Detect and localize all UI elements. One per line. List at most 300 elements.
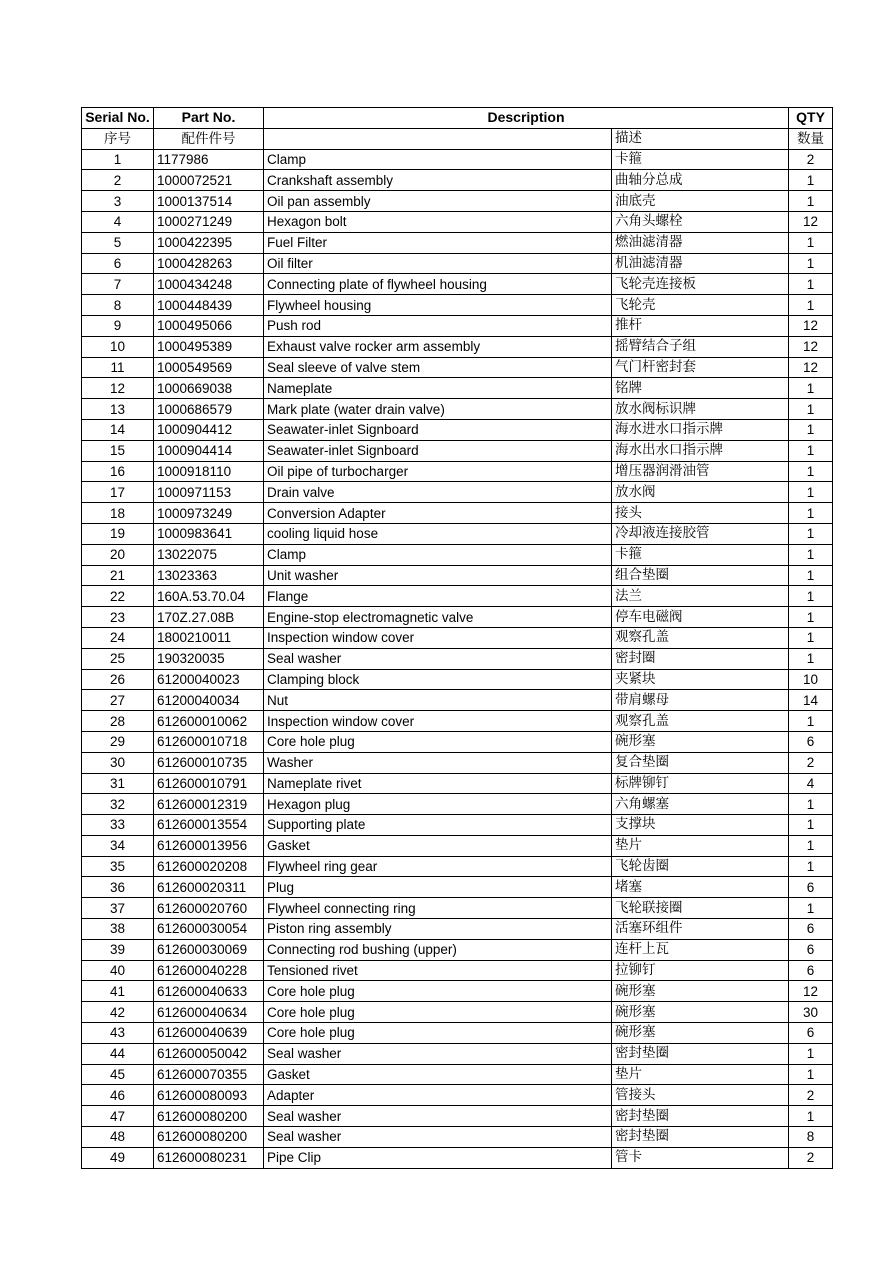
serial-cell: 1 xyxy=(82,149,154,170)
part-number-cell: 1000971153 xyxy=(154,482,264,503)
part-number-cell: 61200040034 xyxy=(154,690,264,711)
serial-cell: 37 xyxy=(82,898,154,919)
qty-cell: 1 xyxy=(789,815,833,836)
qty-cell: 1 xyxy=(789,253,833,274)
qty-cell: 1 xyxy=(789,607,833,628)
table-row xyxy=(82,482,833,503)
qty-cell: 1 xyxy=(789,399,833,420)
description-en-cell: Seal washer xyxy=(264,1043,612,1064)
part-number-cell: 612600010718 xyxy=(154,731,264,752)
serial-cell: 33 xyxy=(82,815,154,836)
qty-cell: 2 xyxy=(789,149,833,170)
table-row xyxy=(82,877,833,898)
description-zh-cell: 连杆上瓦 xyxy=(612,939,789,960)
description-en-cell: Adapter xyxy=(264,1085,612,1106)
table-row xyxy=(82,253,833,274)
description-en-cell: Seal sleeve of valve stem xyxy=(264,357,612,378)
description-zh-cell: 海水进水口指示牌 xyxy=(612,419,789,440)
description-en-cell: Conversion Adapter xyxy=(264,503,612,524)
qty-cell: 6 xyxy=(789,939,833,960)
qty-cell: 6 xyxy=(789,960,833,981)
table-row xyxy=(82,1064,833,1085)
serial-cell: 27 xyxy=(82,690,154,711)
description-en-cell: Core hole plug xyxy=(264,981,612,1002)
serial-cell: 46 xyxy=(82,1085,154,1106)
table-row xyxy=(82,607,833,628)
description-zh-cell: 摇臂结合子组 xyxy=(612,336,789,357)
qty-cell: 1 xyxy=(789,461,833,482)
description-zh-cell: 推杆 xyxy=(612,315,789,336)
description-en-cell: Mark plate (water drain valve) xyxy=(264,399,612,420)
serial-cell: 8 xyxy=(82,295,154,316)
table-row xyxy=(82,211,833,232)
description-en-cell: Connecting plate of flywheel housing xyxy=(264,274,612,295)
part-number-cell: 1000669038 xyxy=(154,378,264,399)
part-number-cell: 612600080200 xyxy=(154,1127,264,1148)
description-zh-cell: 密封圈 xyxy=(612,648,789,669)
qty-cell: 2 xyxy=(789,1085,833,1106)
serial-cell: 43 xyxy=(82,1023,154,1044)
qty-cell: 12 xyxy=(789,315,833,336)
description-zh-cell: 密封垫圈 xyxy=(612,1106,789,1127)
table-row xyxy=(82,544,833,565)
table-row xyxy=(82,1085,833,1106)
serial-cell: 5 xyxy=(82,232,154,253)
description-zh-cell: 接头 xyxy=(612,503,789,524)
qty-cell: 1 xyxy=(789,898,833,919)
description-en-cell: Clamping block xyxy=(264,669,612,690)
description-header-zh: 描述 xyxy=(612,128,789,149)
qty-cell: 1 xyxy=(789,170,833,191)
description-zh-cell: 飞轮壳连接板 xyxy=(612,274,789,295)
part-number-cell: 1177986 xyxy=(154,149,264,170)
qty-cell: 1 xyxy=(789,419,833,440)
table-row xyxy=(82,835,833,856)
part-number-cell: 61200040023 xyxy=(154,669,264,690)
description-zh-cell: 碗形塞 xyxy=(612,981,789,1002)
qty-cell: 2 xyxy=(789,752,833,773)
description-zh-cell: 六角螺塞 xyxy=(612,794,789,815)
description-en-cell: Clamp xyxy=(264,544,612,565)
table-row xyxy=(82,503,833,524)
description-en-cell: Seal washer xyxy=(264,648,612,669)
table-row xyxy=(82,586,833,607)
part-number-cell: 1000428263 xyxy=(154,253,264,274)
description-zh-cell: 密封垫圈 xyxy=(612,1043,789,1064)
table-row xyxy=(82,939,833,960)
serial-cell: 20 xyxy=(82,544,154,565)
qty-cell: 1 xyxy=(789,648,833,669)
part-number-cell: 1000422395 xyxy=(154,232,264,253)
table-row xyxy=(82,690,833,711)
qty-cell: 1 xyxy=(789,627,833,648)
part-number-cell: 1000495066 xyxy=(154,315,264,336)
description-en-cell: Tensioned rivet xyxy=(264,960,612,981)
qty-cell: 12 xyxy=(789,981,833,1002)
part-number-cell: 160A.53.70.04 xyxy=(154,586,264,607)
description-zh-cell: 垫片 xyxy=(612,835,789,856)
part-number-cell: 170Z.27.08B xyxy=(154,607,264,628)
serial-cell: 9 xyxy=(82,315,154,336)
description-zh-cell: 观察孔盖 xyxy=(612,711,789,732)
description-zh-cell: 卡箍 xyxy=(612,149,789,170)
serial-cell: 44 xyxy=(82,1043,154,1064)
table-row xyxy=(82,461,833,482)
part-number-cell: 1000904414 xyxy=(154,440,264,461)
qty-cell: 1 xyxy=(789,586,833,607)
serial-cell: 2 xyxy=(82,170,154,191)
serial-cell: 21 xyxy=(82,565,154,586)
serial-cell: 29 xyxy=(82,731,154,752)
qty-cell: 1 xyxy=(789,544,833,565)
serial-cell: 12 xyxy=(82,378,154,399)
qty-cell: 1 xyxy=(789,440,833,461)
description-zh-cell: 气门杆密封套 xyxy=(612,357,789,378)
qty-cell: 1 xyxy=(789,378,833,399)
serial-cell: 17 xyxy=(82,482,154,503)
qty-cell: 1 xyxy=(789,1106,833,1127)
table-row xyxy=(82,1023,833,1044)
description-zh-cell: 复合垫圈 xyxy=(612,752,789,773)
description-zh-cell: 碗形塞 xyxy=(612,731,789,752)
description-zh-cell: 停车电磁阀 xyxy=(612,607,789,628)
serial-cell: 13 xyxy=(82,399,154,420)
table-row xyxy=(82,960,833,981)
description-en-cell: Gasket xyxy=(264,835,612,856)
part-number-cell: 13022075 xyxy=(154,544,264,565)
part-number-cell: 1800210011 xyxy=(154,627,264,648)
serial-cell: 47 xyxy=(82,1106,154,1127)
description-en-cell: Push rod xyxy=(264,315,612,336)
description-zh-cell: 密封垫圈 xyxy=(612,1127,789,1148)
part-number-cell: 612600020208 xyxy=(154,856,264,877)
description-en-cell: Connecting rod bushing (upper) xyxy=(264,939,612,960)
table-row xyxy=(82,752,833,773)
description-en-cell: Seawater-inlet Signboard xyxy=(264,440,612,461)
table-row xyxy=(82,336,833,357)
description-zh-cell: 油底壳 xyxy=(612,191,789,212)
part-number-cell: 1000137514 xyxy=(154,191,264,212)
description-en-cell: Pipe Clip xyxy=(264,1147,612,1168)
description-en-cell: Piston ring assembly xyxy=(264,919,612,940)
part-number-cell: 612600040634 xyxy=(154,1002,264,1023)
part-number-cell: 612600040633 xyxy=(154,981,264,1002)
qty-cell: 6 xyxy=(789,1023,833,1044)
part-number-cell: 612600050042 xyxy=(154,1043,264,1064)
description-zh-cell: 铭牌 xyxy=(612,378,789,399)
part-number-cell: 1000973249 xyxy=(154,503,264,524)
serial-cell: 23 xyxy=(82,607,154,628)
part-number-cell: 1000904412 xyxy=(154,419,264,440)
description-en-cell: Oil pipe of turbocharger xyxy=(264,461,612,482)
qty-header-zh: 数量 xyxy=(789,128,833,149)
serial-cell: 22 xyxy=(82,586,154,607)
part-number-cell: 612600070355 xyxy=(154,1064,264,1085)
serial-cell: 30 xyxy=(82,752,154,773)
qty-cell: 12 xyxy=(789,357,833,378)
description-zh-cell: 堵塞 xyxy=(612,877,789,898)
table-row xyxy=(82,170,833,191)
qty-cell: 1 xyxy=(789,482,833,503)
part-number-cell: 612600030054 xyxy=(154,919,264,940)
part-number-cell: 612600040228 xyxy=(154,960,264,981)
serial-cell: 41 xyxy=(82,981,154,1002)
table-row xyxy=(82,149,833,170)
part-number-cell: 1000983641 xyxy=(154,523,264,544)
description-zh-cell: 海水出水口指示牌 xyxy=(612,440,789,461)
serial-cell: 32 xyxy=(82,794,154,815)
qty-cell: 12 xyxy=(789,211,833,232)
table-row xyxy=(82,357,833,378)
qty-cell: 1 xyxy=(789,295,833,316)
table-row xyxy=(82,1002,833,1023)
table-row xyxy=(82,440,833,461)
part-number-cell: 612600010062 xyxy=(154,711,264,732)
part-number-cell: 612600013956 xyxy=(154,835,264,856)
description-en-cell: Washer xyxy=(264,752,612,773)
part-number-cell: 1000271249 xyxy=(154,211,264,232)
table-row xyxy=(82,648,833,669)
table-row xyxy=(82,1043,833,1064)
part-header: Part No. xyxy=(154,108,264,129)
description-zh-cell: 飞轮齿圈 xyxy=(612,856,789,877)
description-en-cell: Supporting plate xyxy=(264,815,612,836)
description-zh-cell: 碗形塞 xyxy=(612,1023,789,1044)
table-row xyxy=(82,773,833,794)
part-number-cell: 1000448439 xyxy=(154,295,264,316)
qty-cell: 1 xyxy=(789,1064,833,1085)
part-number-cell: 612600013554 xyxy=(154,815,264,836)
parts-table xyxy=(81,107,833,1169)
description-zh-cell: 活塞环组件 xyxy=(612,919,789,940)
description-en-cell: Engine-stop electromagnetic valve xyxy=(264,607,612,628)
table-row xyxy=(82,669,833,690)
description-zh-cell: 放水阀标识牌 xyxy=(612,399,789,420)
serial-cell: 7 xyxy=(82,274,154,295)
serial-cell: 19 xyxy=(82,523,154,544)
qty-cell: 6 xyxy=(789,877,833,898)
qty-cell: 1 xyxy=(789,835,833,856)
description-zh-cell: 支撑块 xyxy=(612,815,789,836)
serial-cell: 10 xyxy=(82,336,154,357)
description-en-cell: cooling liquid hose xyxy=(264,523,612,544)
description-zh-cell: 冷却液连接胶管 xyxy=(612,523,789,544)
qty-cell: 10 xyxy=(789,669,833,690)
serial-header-zh: 序号 xyxy=(82,128,154,149)
serial-cell: 18 xyxy=(82,503,154,524)
description-zh-cell: 飞轮联接圈 xyxy=(612,898,789,919)
table-row xyxy=(82,627,833,648)
description-zh-cell: 垫片 xyxy=(612,1064,789,1085)
serial-cell: 14 xyxy=(82,419,154,440)
description-zh-cell: 观察孔盖 xyxy=(612,627,789,648)
serial-cell: 16 xyxy=(82,461,154,482)
table-row xyxy=(82,1106,833,1127)
part-number-cell: 612600080231 xyxy=(154,1147,264,1168)
qty-cell: 1 xyxy=(789,856,833,877)
description-en-blank xyxy=(264,128,612,149)
qty-cell: 1 xyxy=(789,794,833,815)
description-header: Description xyxy=(264,108,789,129)
serial-cell: 38 xyxy=(82,919,154,940)
part-number-cell: 612600080093 xyxy=(154,1085,264,1106)
table-row xyxy=(82,815,833,836)
table-row xyxy=(82,191,833,212)
description-zh-cell: 卡箍 xyxy=(612,544,789,565)
description-zh-cell: 夹紧块 xyxy=(612,669,789,690)
description-en-cell: Oil filter xyxy=(264,253,612,274)
description-en-cell: Hexagon bolt xyxy=(264,211,612,232)
part-number-cell: 1000918110 xyxy=(154,461,264,482)
description-en-cell: Unit washer xyxy=(264,565,612,586)
part-number-cell: 190320035 xyxy=(154,648,264,669)
description-en-cell: Flywheel connecting ring xyxy=(264,898,612,919)
qty-cell: 1 xyxy=(789,523,833,544)
table-row xyxy=(82,274,833,295)
part-number-cell: 612600040639 xyxy=(154,1023,264,1044)
serial-header: Serial No. xyxy=(82,108,154,129)
table-row xyxy=(82,378,833,399)
qty-cell: 6 xyxy=(789,731,833,752)
table-row xyxy=(82,295,833,316)
part-number-cell: 612600080200 xyxy=(154,1106,264,1127)
parts-table-body xyxy=(82,149,833,1168)
qty-header: QTY xyxy=(789,108,833,129)
part-number-cell: 612600030069 xyxy=(154,939,264,960)
description-en-cell: Core hole plug xyxy=(264,1023,612,1044)
table-row xyxy=(82,232,833,253)
serial-cell: 34 xyxy=(82,835,154,856)
qty-cell: 1 xyxy=(789,711,833,732)
table-row xyxy=(82,898,833,919)
part-number-cell: 1000072521 xyxy=(154,170,264,191)
part-header-zh: 配件件号 xyxy=(154,128,264,149)
table-row xyxy=(82,711,833,732)
description-en-cell: Nameplate rivet xyxy=(264,773,612,794)
serial-cell: 15 xyxy=(82,440,154,461)
serial-cell: 42 xyxy=(82,1002,154,1023)
description-en-cell: Fuel Filter xyxy=(264,232,612,253)
description-en-cell: Drain valve xyxy=(264,482,612,503)
description-en-cell: Core hole plug xyxy=(264,731,612,752)
description-zh-cell: 增压器润滑油管 xyxy=(612,461,789,482)
table-row xyxy=(82,315,833,336)
serial-cell: 28 xyxy=(82,711,154,732)
table-row xyxy=(82,981,833,1002)
description-en-cell: Plug xyxy=(264,877,612,898)
description-en-cell: Nameplate xyxy=(264,378,612,399)
qty-cell: 1 xyxy=(789,191,833,212)
qty-cell: 14 xyxy=(789,690,833,711)
qty-cell: 1 xyxy=(789,232,833,253)
description-zh-cell: 飞轮壳 xyxy=(612,295,789,316)
qty-cell: 2 xyxy=(789,1147,833,1168)
description-en-cell: Gasket xyxy=(264,1064,612,1085)
serial-cell: 39 xyxy=(82,939,154,960)
header-row-zh xyxy=(82,128,833,149)
description-zh-cell: 法兰 xyxy=(612,586,789,607)
description-en-cell: Crankshaft assembly xyxy=(264,170,612,191)
description-zh-cell: 组合垫圈 xyxy=(612,565,789,586)
qty-cell: 1 xyxy=(789,1043,833,1064)
part-number-cell: 612600020760 xyxy=(154,898,264,919)
serial-cell: 35 xyxy=(82,856,154,877)
qty-cell: 8 xyxy=(789,1127,833,1148)
serial-cell: 36 xyxy=(82,877,154,898)
part-number-cell: 1000686579 xyxy=(154,399,264,420)
table-row xyxy=(82,419,833,440)
part-number-cell: 612600020311 xyxy=(154,877,264,898)
serial-cell: 40 xyxy=(82,960,154,981)
description-zh-cell: 碗形塞 xyxy=(612,1002,789,1023)
serial-cell: 6 xyxy=(82,253,154,274)
table-row xyxy=(82,731,833,752)
header-row xyxy=(82,108,833,129)
description-zh-cell: 拉铆钉 xyxy=(612,960,789,981)
description-zh-cell: 带肩螺母 xyxy=(612,690,789,711)
part-number-cell: 612600010735 xyxy=(154,752,264,773)
table-row xyxy=(82,1147,833,1168)
description-en-cell: Flange xyxy=(264,586,612,607)
qty-cell: 6 xyxy=(789,919,833,940)
qty-cell: 12 xyxy=(789,336,833,357)
table-row xyxy=(82,1127,833,1148)
qty-cell: 30 xyxy=(789,1002,833,1023)
description-en-cell: Inspection window cover xyxy=(264,711,612,732)
table-row xyxy=(82,856,833,877)
qty-cell: 1 xyxy=(789,503,833,524)
serial-cell: 11 xyxy=(82,357,154,378)
serial-cell: 48 xyxy=(82,1127,154,1148)
description-en-cell: Hexagon plug xyxy=(264,794,612,815)
part-number-cell: 1000495389 xyxy=(154,336,264,357)
part-number-cell: 1000434248 xyxy=(154,274,264,295)
serial-cell: 31 xyxy=(82,773,154,794)
table-row xyxy=(82,794,833,815)
table-row xyxy=(82,919,833,940)
description-en-cell: Nut xyxy=(264,690,612,711)
part-number-cell: 1000549569 xyxy=(154,357,264,378)
description-en-cell: Inspection window cover xyxy=(264,627,612,648)
serial-cell: 45 xyxy=(82,1064,154,1085)
qty-cell: 1 xyxy=(789,565,833,586)
serial-cell: 49 xyxy=(82,1147,154,1168)
part-number-cell: 612600010791 xyxy=(154,773,264,794)
description-zh-cell: 六角头螺栓 xyxy=(612,211,789,232)
description-zh-cell: 管接头 xyxy=(612,1085,789,1106)
serial-cell: 3 xyxy=(82,191,154,212)
qty-cell: 4 xyxy=(789,773,833,794)
serial-cell: 4 xyxy=(82,211,154,232)
description-en-cell: Flywheel housing xyxy=(264,295,612,316)
table-row xyxy=(82,523,833,544)
description-en-cell: Oil pan assembly xyxy=(264,191,612,212)
description-zh-cell: 标牌铆钉 xyxy=(612,773,789,794)
part-number-cell: 612600012319 xyxy=(154,794,264,815)
description-en-cell: Seawater-inlet Signboard xyxy=(264,419,612,440)
description-zh-cell: 曲轴分总成 xyxy=(612,170,789,191)
description-zh-cell: 管卡 xyxy=(612,1147,789,1168)
part-number-cell: 13023363 xyxy=(154,565,264,586)
table-row xyxy=(82,399,833,420)
description-en-cell: Flywheel ring gear xyxy=(264,856,612,877)
serial-cell: 26 xyxy=(82,669,154,690)
serial-cell: 24 xyxy=(82,627,154,648)
table-row xyxy=(82,565,833,586)
qty-cell: 1 xyxy=(789,274,833,295)
description-zh-cell: 放水阀 xyxy=(612,482,789,503)
description-en-cell: Exhaust valve rocker arm assembly xyxy=(264,336,612,357)
